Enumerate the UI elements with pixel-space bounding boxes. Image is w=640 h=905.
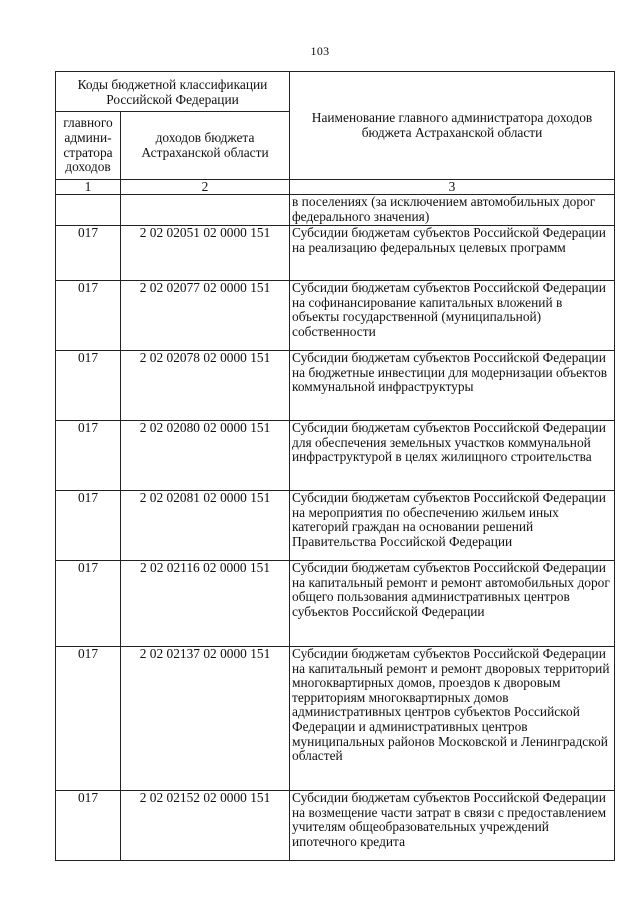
header-num-1: 1 (56, 180, 121, 195)
cell-code: 2 02 02152 02 0000 151 (121, 791, 290, 861)
cell-admin (56, 195, 121, 226)
table-row (56, 491, 615, 561)
cell-name: Субсидии бюджетам субъектов Российской Федерации на бюджетные инвестиции для модернизации объектов коммунальной инфраструктуры (290, 351, 615, 421)
cell-admin: 017 (56, 647, 121, 791)
header-col1-title: главного админи-стратора доходов (56, 112, 121, 180)
cell-name: Субсидии бюджетам субъектов Российской Федерации на реализацию федеральных целевых программ (290, 226, 615, 281)
table-row (56, 791, 615, 861)
cell-admin: 017 (56, 226, 121, 281)
header-row-numbers (56, 180, 615, 195)
cell-name: Субсидии бюджетам субъектов Российской Федерации на возмещение части затрат в связи с предоставлением учителям общеобразовательных учреждений ипотечного кредита (290, 791, 615, 861)
cell-admin: 017 (56, 421, 121, 491)
page-number: 103 (310, 44, 330, 58)
table-row (56, 351, 615, 421)
header-row-group (56, 72, 615, 112)
cell-name: Субсидии бюджетам субъектов Российской Федерации для обеспечения земельных участков коммунальной инфраструктурой в целях жилищного строительства (290, 421, 615, 491)
cell-name: Субсидии бюджетам субъектов Российской Федерации на софинансирование капитальных вложений в объекты государственной (муниципальной) собственности (290, 281, 615, 351)
budget-codes-table (55, 71, 615, 861)
cell-admin: 017 (56, 281, 121, 351)
table-row (56, 561, 615, 647)
cell-code: 2 02 02116 02 0000 151 (121, 561, 290, 647)
cell-name: Субсидии бюджетам субъектов Российской Федерации на мероприятия по обеспечению жильем иных категорий граждан на основании решений Правительства Российской Федерации (290, 491, 615, 561)
cell-code: 2 02 02077 02 0000 151 (121, 281, 290, 351)
header-num-3: 3 (290, 180, 615, 195)
table-row (56, 226, 615, 281)
cell-code: 2 02 02081 02 0000 151 (121, 491, 290, 561)
cell-code: 2 02 02137 02 0000 151 (121, 647, 290, 791)
cell-code: 2 02 02051 02 0000 151 (121, 226, 290, 281)
table-row (56, 421, 615, 491)
table-row (56, 647, 615, 791)
table-row (56, 281, 615, 351)
cell-code: 2 02 02078 02 0000 151 (121, 351, 290, 421)
cell-code (121, 195, 290, 226)
header-col3-title: Наименование главного администратора доходов бюджета Астраханской области (290, 72, 615, 180)
header-group-title: Коды бюджетной классификации Российской Федерации (56, 72, 290, 112)
cell-name: Субсидии бюджетам субъектов Российской Федерации на капитальный ремонт и ремонт дворовых территорий многоквартирных домов, проездов к дворовым территориям многоквартирных домов административных центров субъектов Российской Федерации и административных центров муниципальных районов Московской и Ленинградской областей (290, 647, 615, 791)
cell-name: Субсидии бюджетам субъектов Российской Федерации на капитальный ремонт и ремонт автомобильных дорог общего пользования административных центров субъектов Российской Федерации (290, 561, 615, 647)
header-num-2: 2 (121, 180, 290, 195)
cell-admin: 017 (56, 561, 121, 647)
cell-admin: 017 (56, 791, 121, 861)
cell-code: 2 02 02080 02 0000 151 (121, 421, 290, 491)
cell-admin: 017 (56, 351, 121, 421)
table-row-continuation (56, 195, 615, 226)
cell-name: в поселениях (за исключением автомобильных дорог федерального значения) (290, 195, 615, 226)
header-col2-title: доходов бюджета Астраханской области (121, 112, 290, 180)
cell-admin: 017 (56, 491, 121, 561)
